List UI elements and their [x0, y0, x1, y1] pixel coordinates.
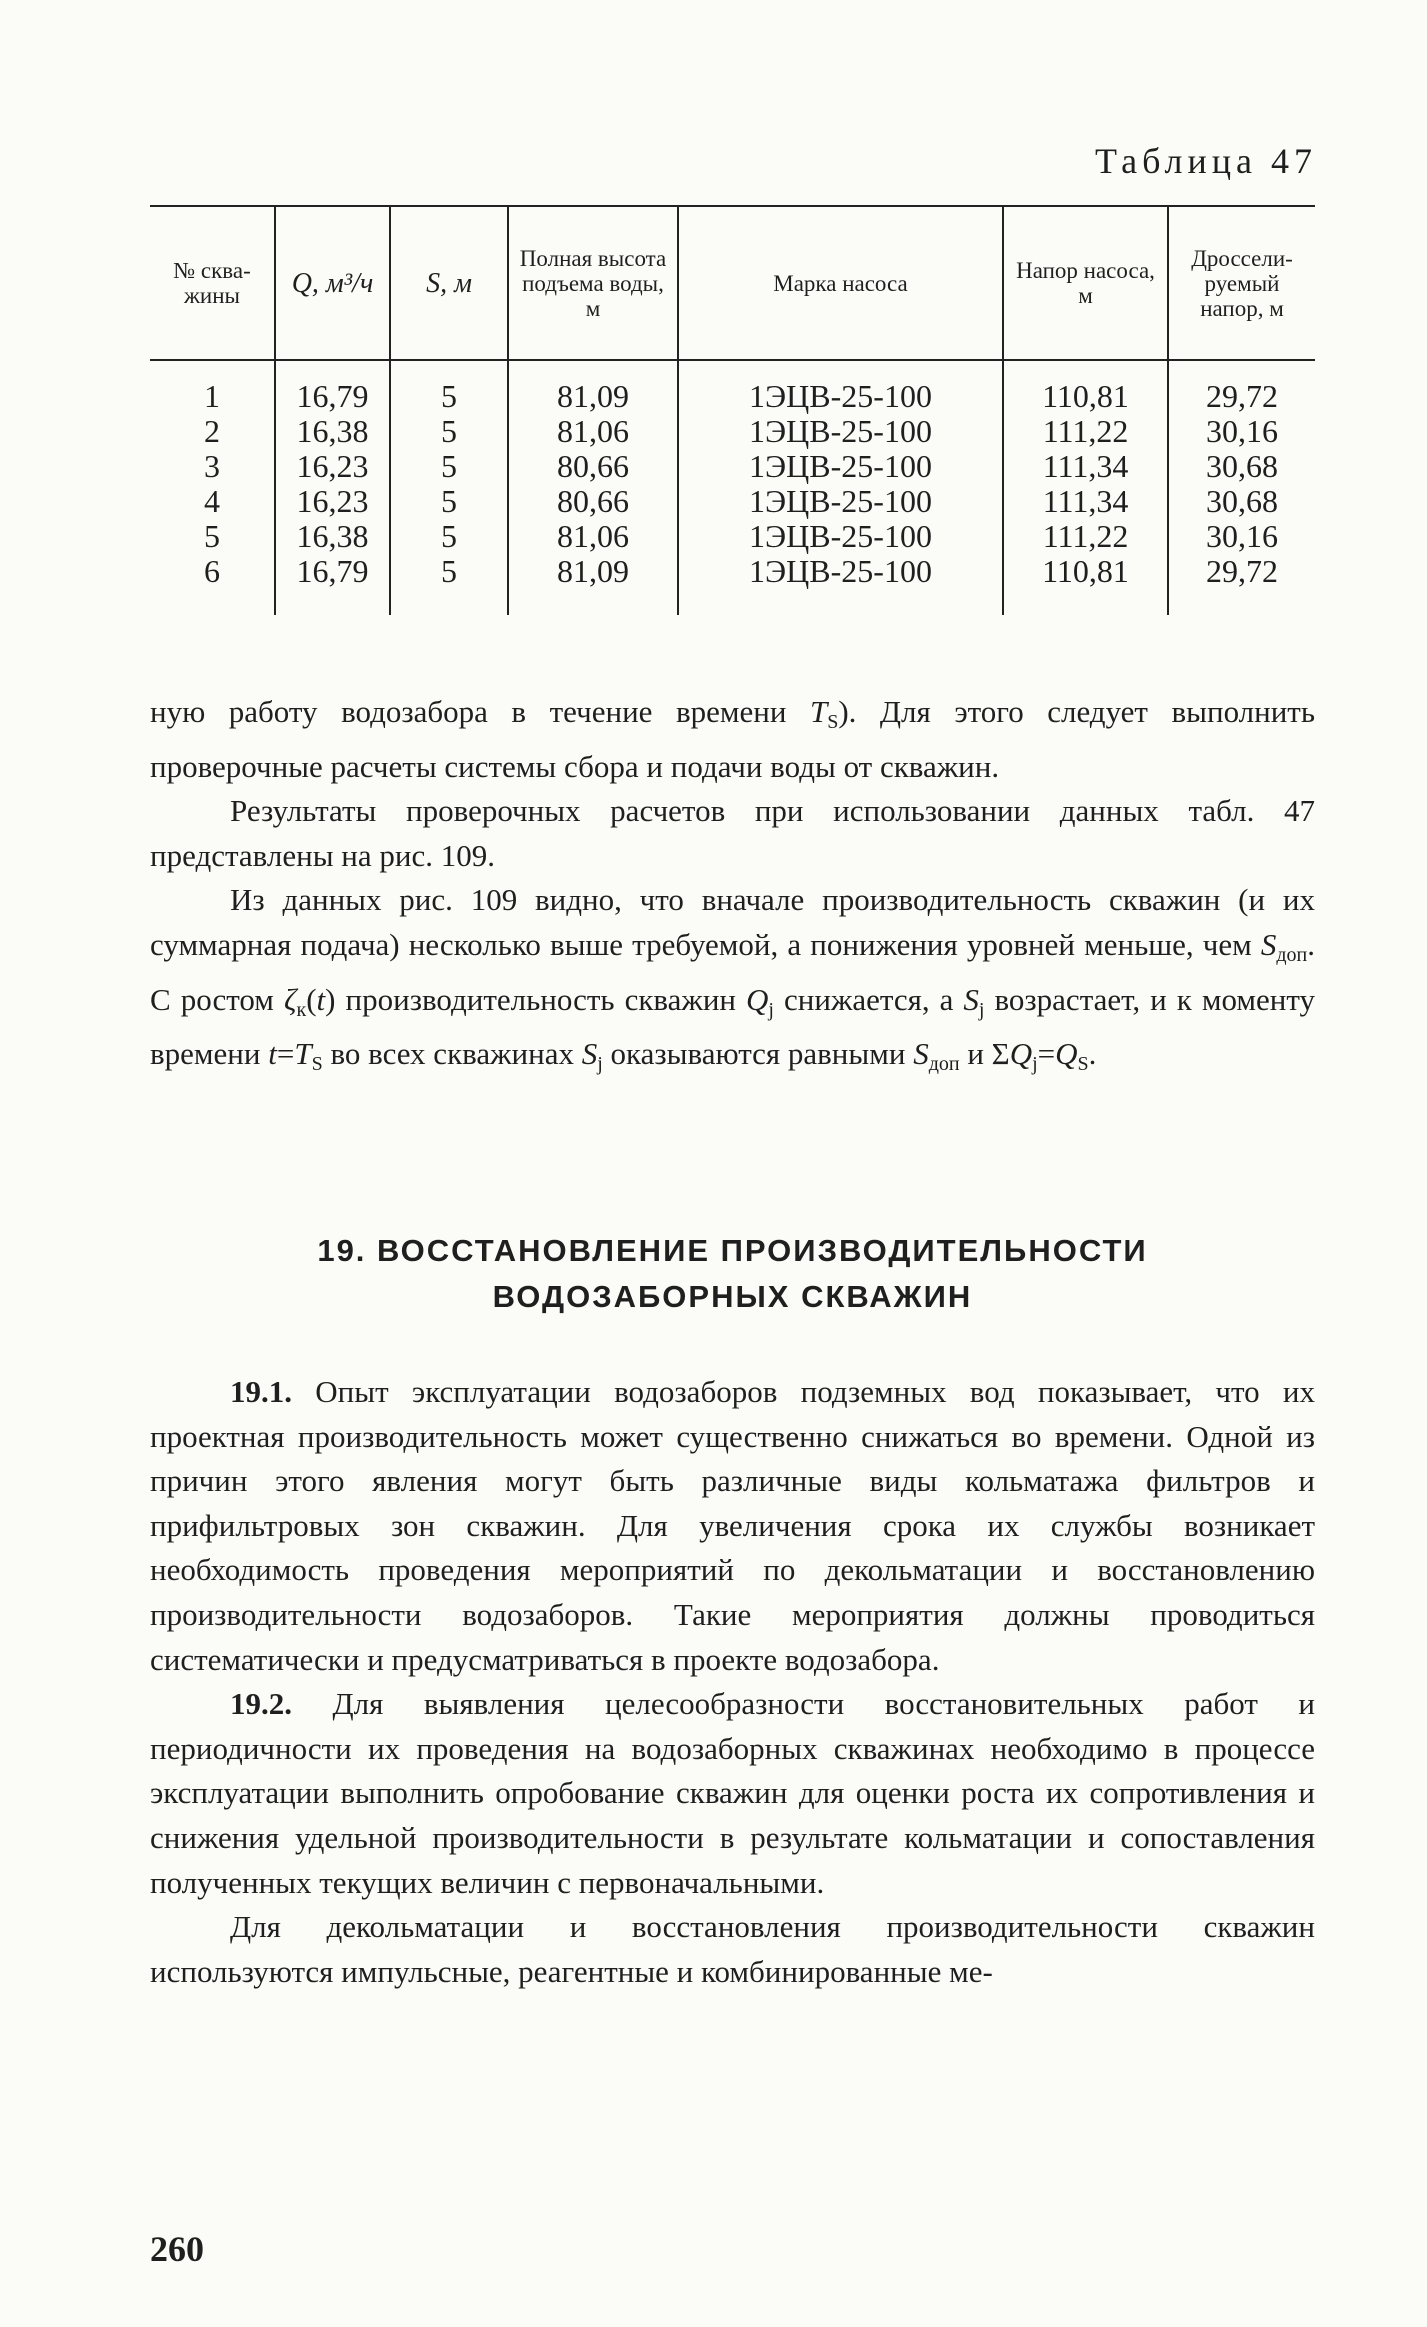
table-cell: 1ЭЦВ-25-100 — [678, 449, 1003, 484]
table-cell: 5 — [390, 554, 508, 615]
header-throttled-head: Дроссели- руемый напор, м — [1168, 206, 1315, 360]
table-cell: 30,68 — [1168, 449, 1315, 484]
header-total-lift: Полная высота подъема воды, м — [508, 206, 678, 360]
paragraph-body: Для выявления целесообразности восстановительных работ и периодичности их проведения на водозаборных скважинах необходимо в процессе эксплуатации выполнить опробование скважин для оценки роста их сопротивления и снижения удельной производительности в результате кольматации и сопоставления полученных текущих величин с первоначальными. — [150, 1686, 1316, 1900]
table-cell: 110,81 — [1003, 554, 1168, 615]
table-cell: 4 — [204, 483, 220, 519]
table-cell: 1ЭЦВ-25-100 — [678, 484, 1003, 519]
header-pump-model: Марка насоса — [678, 206, 1003, 360]
table-cell: 111,22 — [1003, 414, 1168, 449]
table-cell: 30,16 — [1168, 414, 1315, 449]
header-pump-head: Напор насоса, м — [1003, 206, 1168, 360]
table-cell: 1ЭЦВ-25-100 — [678, 360, 1003, 414]
header-flow-rate: Q, м³/ч — [275, 206, 390, 360]
table-cell: 16,79 — [275, 554, 390, 615]
paragraph: ную работу водозабора в течение времени $T_S$). Для этого следует выполнить проверочные расчеты системы сбора и подачи воды от скважин. — [150, 694, 1315, 784]
paragraph — [150, 1682, 1315, 1905]
table-cell: 1 — [204, 378, 220, 414]
table-caption: Таблица 47 — [1095, 141, 1317, 181]
table-cell: 80,66 — [508, 484, 678, 519]
table-cell: 30,68 — [1168, 484, 1315, 519]
paragraph-body: Опыт эксплуатации водозаборов подземных вод показывает, что их проектная производительность может существенно снижаться во времени. Одной из причин этого явления могут быть различные виды кольматажа фильтров и прифильтровых зон скважин. Для увеличения срока их службы возникает необходимость проведения мероприятий по декольматации и восстановлению производительности водозаборов. Такие мероприятия должны проводиться систематически и предусматриваться в проекте водозабора. — [150, 1374, 1316, 1677]
table-cell: 5 — [390, 449, 508, 484]
table-cell: 16,23 — [275, 449, 390, 484]
table-row — [150, 360, 1315, 414]
table-cell: 5 — [390, 519, 508, 554]
intro-text — [150, 690, 1315, 1087]
table-cell: 16,38 — [275, 414, 390, 449]
table-cell: 5 — [390, 414, 508, 449]
clause-number: 19.2. — [230, 1686, 292, 1722]
clause-number: 19.1. — [230, 1374, 292, 1409]
section-heading-line2: ВОДОЗАБОРНЫХ СКВАЖИН — [492, 1279, 973, 1314]
table-cell: 16,38 — [275, 519, 390, 554]
table-cell: 30,16 — [1168, 519, 1315, 554]
table-cell: 111,22 — [1003, 519, 1168, 554]
paragraph: Из данных рис. 109 видно, что вначале производительность скважин (и их суммарная подача) несколько выше требуемой, а понижения уровней меньше, чем $S_{доп}$. С ростом $\zeta_к(t)$ производительность скважин $Q_j$ снижается, а $S_j$ возрастает, и к моменту времени $t=T_S$ во всех скважинах $S_j$ оказываются равными $S_{доп}$ и $\Sigma Q_j=Q_S$. — [150, 882, 1315, 1076]
table-cell: 5 — [390, 360, 508, 414]
table-row — [150, 519, 1315, 554]
table-cell: 5 — [204, 518, 220, 554]
table-cell: 29,72 — [1168, 360, 1315, 414]
table-cell: 111,34 — [1003, 449, 1168, 484]
header-drawdown: S, м — [390, 206, 508, 360]
section-text — [150, 1370, 1315, 1994]
page-number: 260 — [150, 2229, 204, 2269]
table-cell: 110,81 — [1003, 360, 1168, 414]
section-heading — [150, 1228, 1315, 1320]
table-cell: 1ЭЦВ-25-100 — [678, 414, 1003, 449]
table-cell: 81,09 — [508, 554, 678, 615]
table-cell: 81,09 — [508, 360, 678, 414]
table-cell: 81,06 — [508, 414, 678, 449]
table-cell: 1ЭЦВ-25-100 — [678, 519, 1003, 554]
table-cell: 81,06 — [508, 519, 678, 554]
paragraph: Результаты проверочных расчетов при использовании данных табл. 47 представлены на рис. 109. — [150, 793, 1315, 873]
table-row — [150, 554, 1315, 615]
table-cell: 111,34 — [1003, 484, 1168, 519]
section-heading-line1: 19. ВОССТАНОВЛЕНИЕ ПРОИЗВОДИТЕЛЬНОСТИ — [317, 1233, 1148, 1268]
table-cell: 16,23 — [275, 484, 390, 519]
table-row — [150, 484, 1315, 519]
table-cell: 5 — [390, 484, 508, 519]
table-cell: 6 — [204, 553, 220, 589]
table-cell: 16,79 — [275, 360, 390, 414]
paragraph — [150, 1370, 1315, 1682]
wells-table — [150, 205, 1315, 615]
table-row — [150, 449, 1315, 484]
header-well-number: № сква- жины — [150, 206, 275, 360]
table-cell: 2 — [204, 413, 220, 449]
table-cell: 1ЭЦВ-25-100 — [678, 554, 1003, 615]
paragraph: Для декольматации и восстановления производительности скважин используются импульсные, реагентные и комбинированные ме- — [150, 1909, 1315, 1989]
table-cell: 29,72 — [1168, 554, 1315, 615]
table-row — [150, 414, 1315, 449]
table-header-row — [150, 206, 1315, 360]
table-cell: 3 — [204, 448, 220, 484]
table-cell: 80,66 — [508, 449, 678, 484]
